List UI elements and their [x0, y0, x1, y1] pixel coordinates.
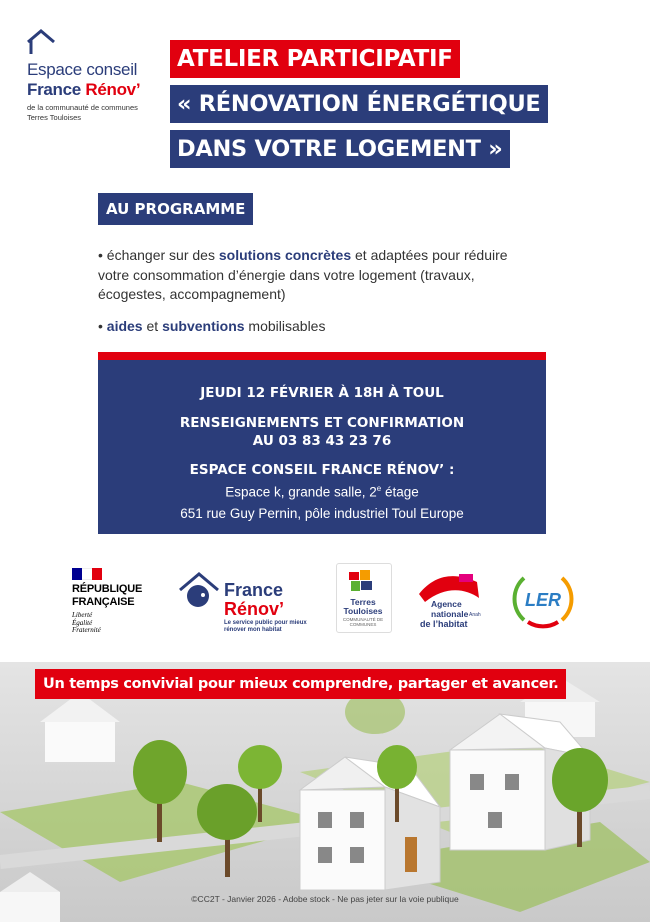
terres-touloises-name-1: Terres [350, 597, 376, 607]
programme-heading: AU PROGRAMME [98, 193, 253, 225]
anah-abbrev: Anah [469, 612, 481, 618]
title-line-1: ATELIER PARTICIPATIF [170, 40, 460, 78]
event-info-box [98, 352, 546, 534]
ler-logo-icon [510, 566, 576, 632]
republique-name-1: RÉPUBLIQUE [72, 583, 143, 595]
info-venue-label: ESPACE CONSEIL FRANCE RÉNOV’ : [189, 462, 455, 478]
programme-list [98, 246, 538, 348]
terres-touloises-sub: COMMUNAUTÉ DE COMMUNES [342, 617, 384, 627]
info-phone: AU 03 83 43 23 76 [252, 433, 392, 449]
house-logo-icon [26, 28, 56, 56]
programme-item-1: • échanger sur des solutions concrètes et adaptées pour réduire votre consommation d’énergie dans votre logement (travaux, écogestes, accompagnement) [98, 247, 508, 302]
logo-subtitle: de la communauté de communes [27, 103, 138, 112]
anah-name-2: nationale [431, 609, 469, 619]
logo-subtitle-2: Terres Touloises [27, 113, 82, 122]
info-contact-label: RENSEIGNEMENTS ET CONFIRMATION [179, 415, 465, 431]
footer-credit: ©CC2T - Janvier 2026 - Adobe stock - Ne pas jeter sur la voie publique [191, 894, 459, 904]
france-renov-name-1: France [224, 580, 284, 600]
info-address-1: Espace k, grande salle, 2e étage [225, 484, 419, 500]
info-address-2: 651 rue Guy Pernin, pôle industriel Toul Europe [180, 506, 464, 521]
anah-name-3: de l’habitat [420, 619, 468, 629]
event-date: JEUDI 12 FÉVRIER À 18H À TOUL [200, 385, 444, 401]
anah-name-1: Agence [431, 599, 462, 609]
logo-france-renov: France Rénov’ [27, 80, 141, 99]
france-renov-tagline-2: rénover mon habitat [224, 627, 282, 633]
slogan-banner: Un temps convivial pour mieux comprendre, partager et avancer. [35, 669, 566, 699]
republique-name-2: FRANÇAISE [72, 596, 135, 608]
logo-espace-conseil: Espace conseil [27, 60, 138, 79]
title-line-3: DANS VOTRE LOGEMENT » [170, 130, 510, 168]
republique-flag-icon [72, 568, 102, 580]
terres-touloises-name-2: Touloises [343, 606, 383, 616]
terres-touloises-icon [337, 564, 391, 596]
france-renov-tagline-1: Le service public pour mieux [224, 620, 307, 626]
ler-text: LER [525, 590, 561, 610]
republique-motto: Liberté Égalité Fraternité [72, 611, 101, 634]
france-renov-house-icon [176, 568, 222, 612]
france-renov-name-2: Rénov’ [224, 599, 285, 619]
houses-model-photo [0, 662, 650, 922]
title-line-2: « RÉNOVATION ÉNERGÉTIQUE [170, 85, 548, 123]
programme-item-2: • aides et subventions mobilisables [98, 317, 326, 334]
